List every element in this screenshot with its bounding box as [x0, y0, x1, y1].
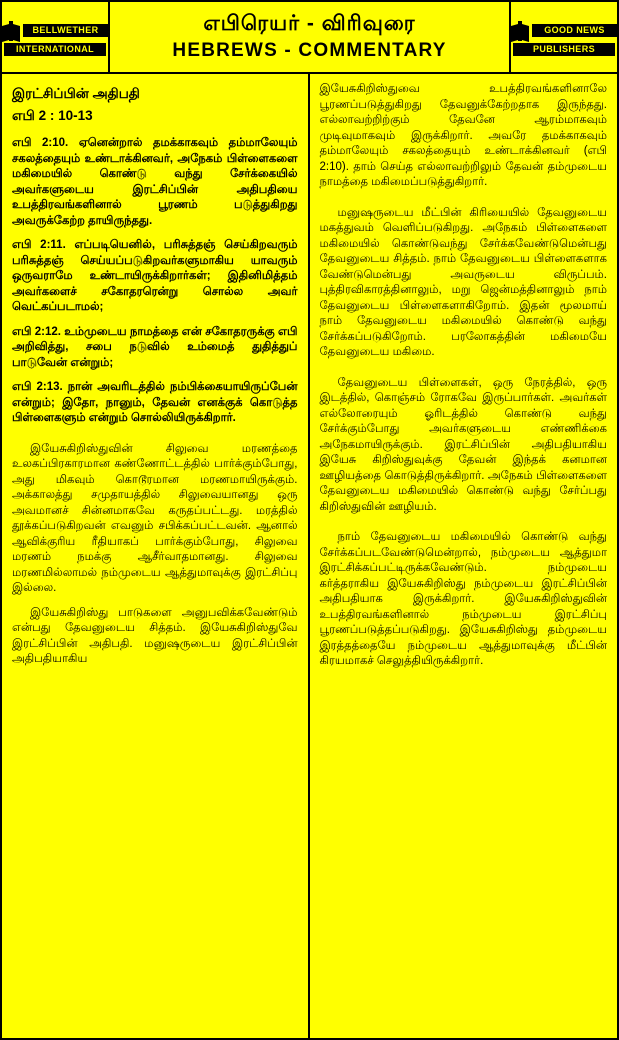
commentary-paragraph: இயேசுகிறிஸ்துவின் சிலுவை மரணத்தை உலகப்பிரகாரமான கண்ணோட்டத்தில் பார்க்கும்போது, அது மிகவும் கொடூரமான மரணமாயிருக்கும். அக்காலத்து சமுதாயத்தில் சிலுவையானது ஒரு அவமானச் சின்னமாகவே கருதப்பட்டது. மரத்தில் தூக்கப்படுகிறவன் எவனும் சபிக்கப்பட்டவன். ஆனால் ஆவிக்குரிய ரீதியாகப் பார்க்கும்போது, சிலுவை மரணம் நமக்கு ஆசீர்வாதமானது. சிலுவை மரணமில்லாமல் நம்முடைய ஆத்துமாவுக்கு இரட்சிப்பு இல்லை. — [12, 442, 298, 594]
bellwether-subname: INTERNATIONAL — [4, 43, 106, 56]
commentary-paragraph: நாம் தேவனுடைய மகிமையில் கொண்டு வந்து சேர்க்கப்படவேண்டுமென்றால், நம்முடைய ஆத்துமா இரட்சிக்கப்பட்டிருக்கவேண்டும். நம்முடைய கர்த்தராகிய இயேசுகிறிஸ்து நம்முடைய இரட்சிப்பின் அதிபதியாக இருக்கிறார். இயேசுகிறிஸ்துவின் உபத்திரவங்களினால் நம்முடைய இரட்சிப்பு பூரணப்படுத்தப்படுகிறது. இயேசுகிறிஸ்து தம்முடைய இரத்தத்தையே நம்முடைய ஆத்துமாவுக்கு மீட்பின் கிரயமாகச் செலுத்தியிருக்கிறார். — [319, 531, 607, 667]
open-book-icon — [2, 19, 20, 43]
title-english: HEBREWS - COMMENTARY — [172, 40, 447, 61]
verse-paragraph: எபி 2:11. எப்படியெனில், பரிசுத்தஞ் செய்கிறவரும் பரிசுத்தஞ் செய்யப்படுகிறவர்களுமாகிய யாவரும் ஒருவராமே உண்டாயிருக்கிறார்கள்; இதினிமித்தம் அவர்களைச் சகோதரரென்று சொல்ல அவர் வெட்கப்படாமல்; — [12, 239, 298, 313]
open-book-icon-svg — [2, 20, 20, 42]
section-title-line2: எபி 2 : 10-13 — [12, 108, 93, 123]
commentary-paragraph: இயேசுகிறிஸ்துவை உபத்திரவங்களினாலே பூரணப்படுத்துகிறது தேவனுக்கேற்றதாக இருந்தது. எல்லாவற்றிற்கும் தேவனே ஆரம்மாகவும் முடிவுமாகவும் இருக்கிறார். அவரே தமக்காகவும் தம்மாலேயும் சகலத்தையும் உண்டாக்கினவர் (எபி 2:10). தாம் செய்த எல்லாவற்றிலும் தேவன் தம்முடைய நாமத்தை மகிமைப்படுத்துகிறார். — [319, 83, 607, 188]
left-column — [2, 74, 310, 1038]
bellwether-name: BELLWETHER — [23, 24, 108, 37]
page-header — [2, 2, 617, 74]
commentary-paragraph: இயேசுகிறிஸ்து பாடுகளை அனுபவிக்கவேண்டும் என்பது தேவனுடைய சித்தம். இயேசுகிறிஸ்துவே இரட்சிப்பின் அதிபதி. மனுஷருடைய இரட்சிப்பின் அதிபதியாகிய — [12, 606, 298, 665]
title-tamil: எபிரெயர் - விரிவுரை — [203, 12, 416, 35]
open-book-icon-svg-2 — [511, 20, 529, 42]
open-book-icon — [511, 19, 529, 43]
good-news-publishers-logo — [509, 2, 617, 72]
section-title-line1: இரட்சிப்பின் அதிபதி — [12, 86, 140, 101]
page-title — [110, 2, 509, 72]
verse-paragraph: எபி 2:12. உம்முடைய நாமத்தை என் சகோதரருக்கு எபி அறிவித்து, சபை நடுவில் உம்மைத் துதித்துப் பாடுவேன் என்றும்; — [12, 325, 298, 369]
commentary-paragraph: தேவனுடைய பிள்ளைகள், ஒரு நேரத்தில், ஒரு இடத்தில், கொஞ்சம் ரோகவே இருப்பார்கள். அவர்கள் எல்லோரையும் ஓரிடத்தில் கொண்டு வந்து சேர்க்கும்போது அவர்களுடைய எண்ணிக்கை அநேகமாயிருக்கும். இரட்சிப்பின் அதிபதியாகிய இயேசு கிறிஸ்துவுக்கு தேவன் இந்தக் கனமான ஊழியத்தை கொடுத்திருக்கிறார். அநேகம் பிள்ளைகளை தேவனுடைய மகிமையில் கொண்டு வந்து சேர்ப்பது கிறிஸ்துவின் ஊழியம். — [319, 376, 607, 513]
verse-paragraph: எபி 2:13. நான் அவரிடத்தில் நம்பிக்கையாயிருப்பேன் என்றும்; இதோ, நானும், தேவன் எனக்குக் கொடுத்த பிள்ளைகளும் என்றும் சொல்லியிருக்கிறார். — [12, 381, 298, 424]
good-news-subname: PUBLISHERS — [513, 43, 615, 56]
verse-paragraph: எபி 2:10. ஏனென்றால் தமக்காகவும் தம்மாலேயும் சகலத்தையும் உண்டாக்கினவர், அநேகம் பிள்ளைகளை மகிமையில் கொண்டு வந்து சேர்க்கையில் அவர்களுடைய இரட்சிப்பின் அதிபதியை உபத்திரவங்களினால் பூரணம் படுத்துகிறது அவருக்கேற்ற தாயிருந்தது. — [12, 137, 298, 227]
right-column — [310, 74, 618, 1038]
commentary-paragraph: மனுஷருடைய மீட்பின் கிரியையில் தேவனுடைய மகத்துவம் வெளிப்படுகிறது. அநேகம் பிள்ளைகளை மகிமையில் கொண்டுவந்து சேர்க்கவேண்டுமென்பது தேவனுடைய சித்தம். நாம் தேவனுடைய பிள்ளைகளாக வேண்டுமென்பது அவருடைய விருப்பம். புத்திரவிகாரத்தினாலும், மறு ஜென்மத்தினாலும் நாம் தேவனுடைய பிள்ளைகளாகிறோம். இதன் மூலமாய் நாம் தேவனுடைய மகிமையில் கொண்டு வந்து சேர்க்கப்படுகிறோம். பரலோகத்தின் மகிமையே தேவனுடைய மகிமை. — [319, 206, 607, 358]
good-news-name: GOOD NEWS — [532, 24, 617, 37]
body-columns — [2, 74, 617, 1038]
bellwether-international-logo — [2, 2, 110, 72]
